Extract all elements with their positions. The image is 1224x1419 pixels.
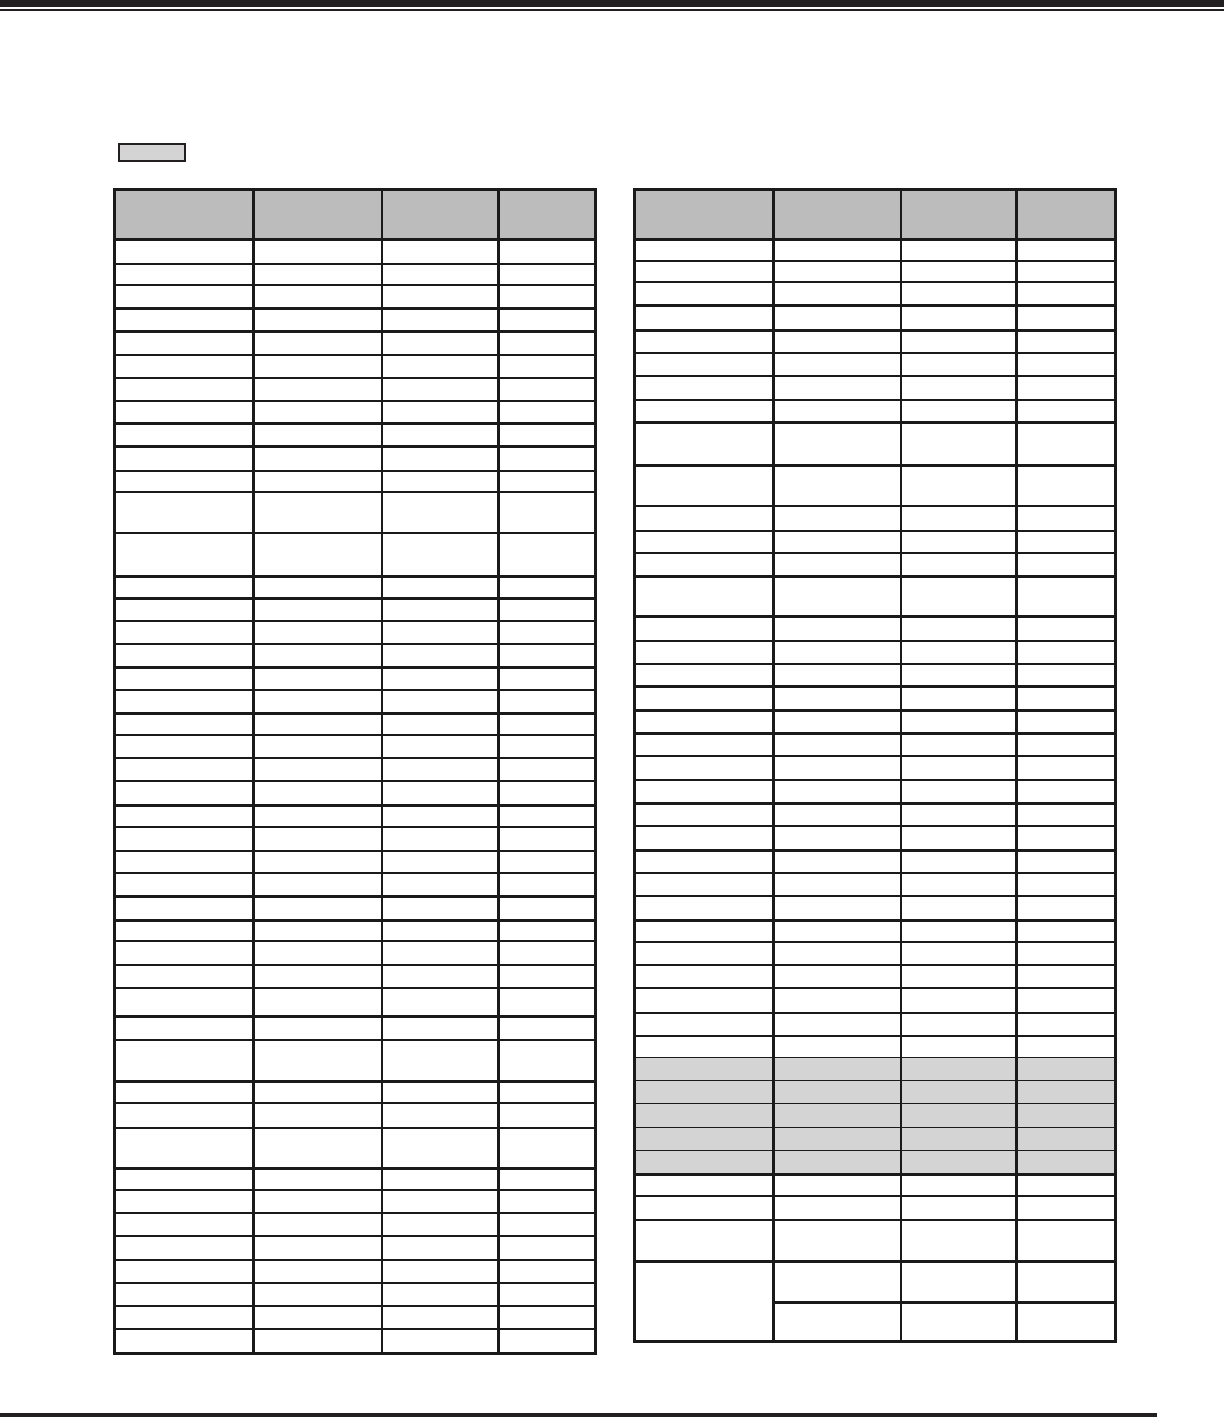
table-row-border [636, 1035, 1114, 1037]
table-row-border [636, 260, 1114, 262]
table-row-shaded [636, 1058, 1114, 1081]
table-row-border [116, 850, 594, 852]
table-row-border [636, 732, 1114, 735]
table-row-border [116, 919, 594, 922]
table-column-border [497, 191, 500, 1352]
table-row-border [116, 1282, 594, 1284]
table-row-border [116, 1102, 594, 1104]
table-row-border [116, 826, 594, 828]
table-row-border [636, 329, 1114, 332]
table-row-border [636, 352, 1114, 354]
table-row-border [116, 964, 594, 966]
table-row-border [116, 1167, 594, 1170]
table-row-border [636, 663, 1114, 665]
parts-table-left [113, 188, 597, 1355]
table-row-border [116, 734, 594, 736]
table-row-border [636, 399, 1114, 401]
table-column-border [1015, 191, 1018, 1340]
table-row-border [116, 620, 594, 622]
table-row-border [116, 1080, 594, 1083]
parts-table-right [633, 188, 1117, 1343]
table-row-shaded [636, 1128, 1114, 1151]
table-header-row [116, 191, 594, 239]
table-row-border [636, 552, 1114, 554]
table-row-border [116, 470, 594, 472]
table-row-border [636, 281, 1114, 283]
table-row-border [116, 307, 594, 310]
table-row-border [636, 421, 1114, 424]
bottom-rule [0, 1413, 1157, 1417]
table-row-border [116, 1305, 594, 1307]
table-row-border [636, 1012, 1114, 1014]
table-row-border [636, 755, 1114, 757]
table-column-border [252, 191, 255, 1352]
table-row-border [116, 1259, 594, 1261]
table-row-border [636, 464, 1114, 467]
parts-table-right-grid [636, 191, 1114, 1340]
table-column-border [381, 191, 383, 1352]
table-row-border [116, 940, 594, 942]
table-row-border [116, 1127, 594, 1129]
table-header-row [636, 191, 1114, 239]
table-column-border [772, 191, 775, 1340]
table-row-border [116, 689, 594, 691]
table-row-border [636, 615, 1114, 618]
table-row-border [636, 238, 1114, 241]
table-row-border [636, 964, 1114, 966]
table-row-border [116, 422, 594, 425]
table-row-border [636, 1260, 1114, 1263]
table-row-border [116, 666, 594, 669]
table-row-border [636, 849, 1114, 852]
table-row-border [116, 575, 594, 578]
table-row-border [636, 575, 1114, 578]
table-row-border [116, 400, 594, 402]
table-row-border [116, 1328, 594, 1330]
table-row-border [116, 1015, 594, 1018]
table-row-border [636, 825, 1114, 827]
table-row-border [116, 712, 594, 715]
table-row-border [116, 1039, 594, 1041]
table-row-border [116, 532, 594, 534]
table-row-border [636, 941, 1114, 943]
table-row-shaded [636, 1104, 1114, 1128]
table-row-border [116, 1189, 594, 1191]
table-row-border [116, 1235, 594, 1237]
table-row-shaded [636, 1151, 1114, 1174]
table-row-border [116, 1212, 594, 1214]
table-row-border [116, 872, 594, 874]
table-row-border [116, 445, 594, 448]
table-row-border [636, 987, 1114, 989]
table-row-border [116, 757, 594, 759]
top-rule-bar [0, 0, 1224, 7]
parts-table-left-grid [116, 191, 594, 1352]
table-row-border [636, 1195, 1114, 1197]
table-row-border [116, 597, 594, 600]
table-row-border [636, 530, 1114, 532]
table-row-border [636, 779, 1114, 781]
table-row-border [636, 1173, 1114, 1176]
table-row-border [636, 304, 1114, 307]
table-row-border [636, 375, 1114, 377]
table-row-border [636, 1219, 1114, 1221]
table-row-border [636, 895, 1114, 897]
table-row-border [636, 685, 1114, 688]
table-column-border [900, 191, 902, 1340]
table-row-border [116, 491, 594, 493]
table-row-border [116, 780, 594, 782]
table-row-border [636, 919, 1114, 922]
table-row-border [116, 263, 594, 265]
table-row-border [116, 330, 594, 333]
table-row-border [773, 1301, 1114, 1304]
table-row-border [116, 895, 594, 898]
top-rule-line [0, 9, 1224, 11]
table-row-border [636, 802, 1114, 805]
table-row-border [636, 505, 1114, 507]
table-row-border [636, 640, 1114, 642]
label-box [118, 143, 186, 162]
table-row-shaded [636, 1081, 1114, 1104]
table-row-border [116, 238, 594, 241]
table-row-border [116, 377, 594, 379]
table-row-border [116, 284, 594, 286]
table-row-border [116, 643, 594, 645]
table-row-border [116, 804, 594, 807]
table-row-border [636, 709, 1114, 712]
table-row-border [116, 354, 594, 356]
table-row-border [636, 872, 1114, 874]
table-row-border [116, 987, 594, 989]
